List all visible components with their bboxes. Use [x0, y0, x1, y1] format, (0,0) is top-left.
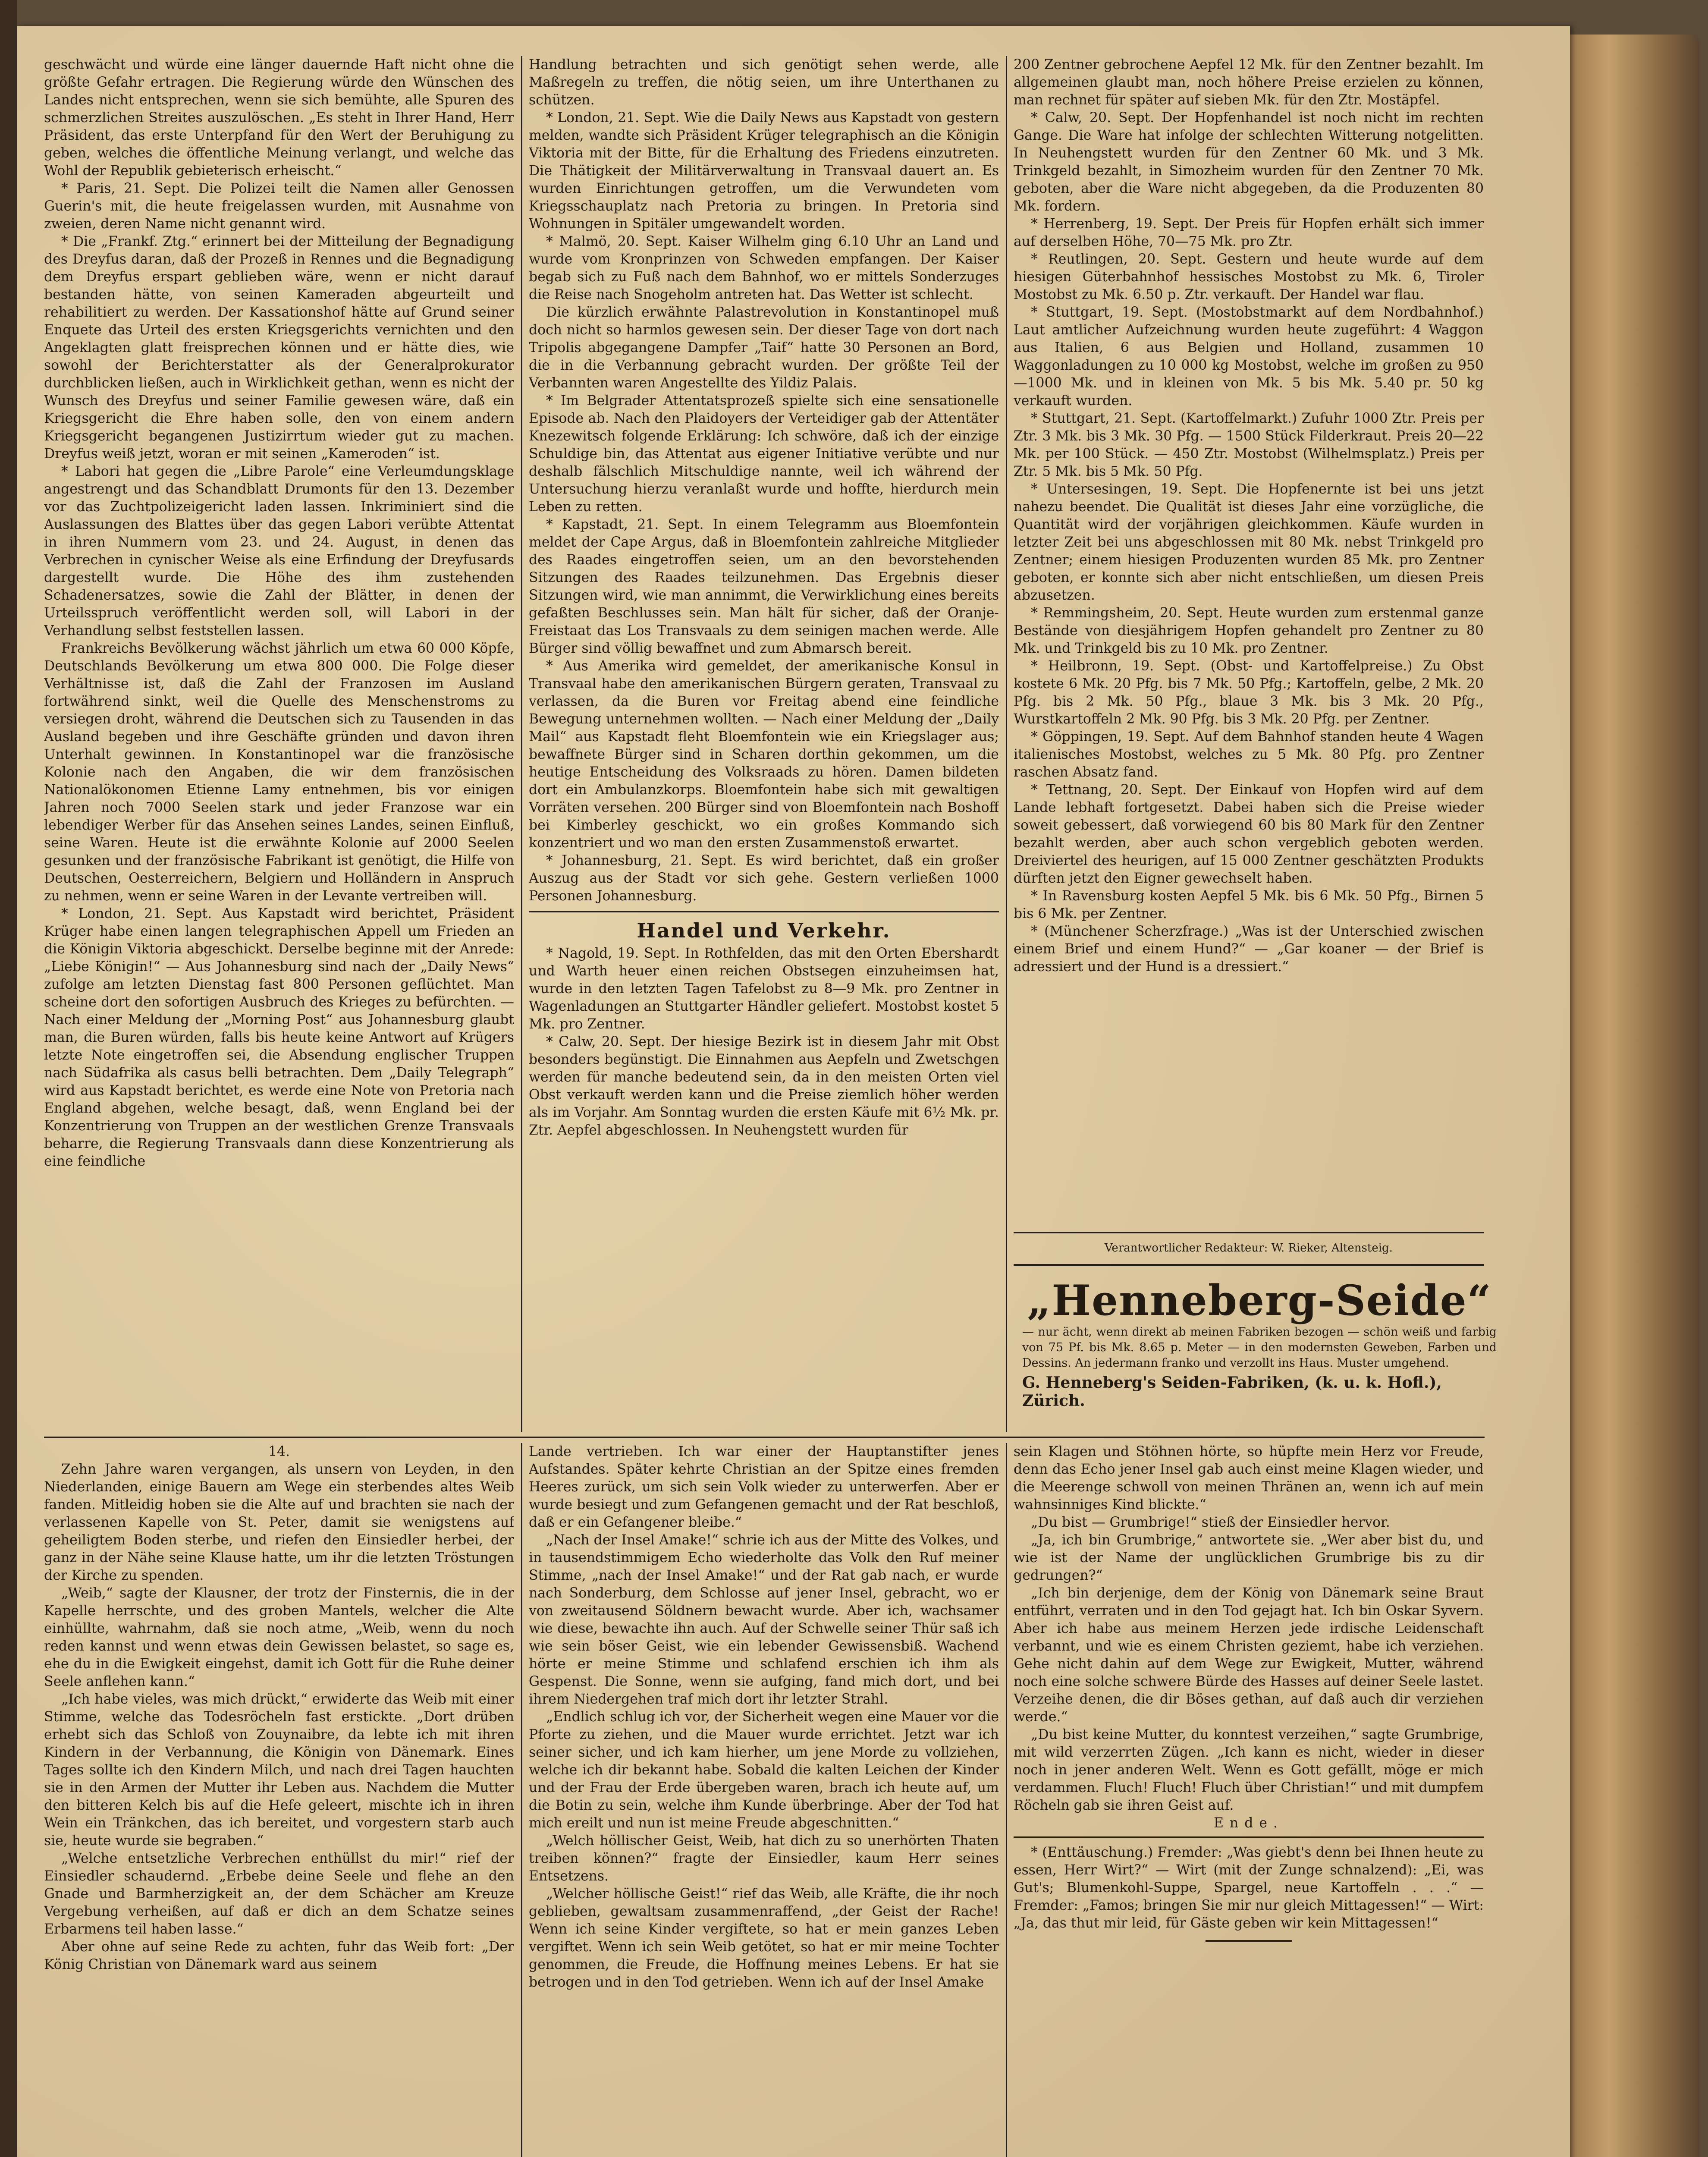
- story-paragraph: Aber ohne auf seine Rede zu achten, fuhr das Weib fort: „Der König Christian von Dänemark ward aus seinem: [44, 1939, 514, 1972]
- news-paragraph: * Paris, 21. Sept. Die Polizei teilt die Namen aller Genossen Guerin's mit, die heute freigelassen wurden, mit Ausnahme von zweien, deren Name nicht genannt wird.: [44, 181, 514, 232]
- trade-paragraph: * Calw, 20. Sept. Der Hopfenhandel ist noch nicht im rechten Gange. Die Ware hat infolge der schlechten Witterung notgelitten. In Neuhengstett wurden für den Zentner 60 Mk. und 3 Mk. Trinkgeld bezahlt, in Simozheim wurden für den Zentner 70 Mk. geboten, aber die Ware nicht abgegeben, da die Produzenten 80 Mk. fordern.: [1014, 110, 1484, 214]
- ad-title: „Henneberg-Seide“: [1027, 1276, 1492, 1325]
- trade-paragraph: * Stuttgart, 21. Sept. (Kartoffelmarkt.) Zufuhr 1000 Ztr. Preis per Ztr. 3 Mk. bis 3 Mk. 30 Pfg. — 1500 Stück Filderkraut. Preis 20—22 Mk. per 100 Stück. — 450 Ztr. Mostobst (Wilhelmsplatz.) Preis per Ztr. 5 Mk. bis 5 Mk. 50 Pfg.: [1014, 411, 1484, 479]
- column-divider: [1006, 1443, 1007, 2157]
- news-paragraph: Handlung betrachten und sich genötigt sehen werde, alle Maßregeln zu treffen, die nötig seien, um ihre Unterthanen zu schützen.: [529, 57, 999, 108]
- news-column-3: [1014, 56, 1484, 1255]
- story-paragraph: Zehn Jahre waren vergangen, als unsern von Leyden, in den Niederlanden, einige Bauern am Wege ein sterbendes altes Weib fanden. Mitleidig hoben sie die Alte auf und brachten sie nach der verlassenen Kapelle von St. Peter, damit sie wenigstens auf geheiligtem Boden sterbe, und riefen den Einsiedler herbei, der ganz in der Nähe seine Klause hatte, um ihr die letzten Tröstungen der Kirche zu spenden.: [44, 1462, 514, 1583]
- news-paragraph: * Kapstadt, 21. Sept. In einem Telegramm aus Bloemfontein meldet der Cape Argus, daß in Bloemfontein zahlreiche Mitglieder des Raades eingetroffen seien, um an den bevorstehenden Sitzungen des Raades teilzunehmen. Das Ergebnis dieser Sitzungen wird, wie man annimmt, die Verwirklichung eines bereits gefaßten Beschlusses sein. Man hält für sicher, daß der Oranje-Freistaat das Los Transvaals zu dem seinigen machen werde. Alle Bürger sind völlig bewaffnet und zum Abmarsch bereit.: [529, 517, 999, 656]
- story-paragraph: Lande vertrieben. Ich war einer der Hauptanstifter jenes Aufstandes. Später kehrte Christian an der Spitze eines fremden Heeres zurück, um sich sein Volk wieder zu unterwerfen. Aber er wurde besiegt und zum Gefangenen gemacht und der Rat beschloß, daß er ein Gefangener bleibe.“: [529, 1444, 999, 1530]
- trade-paragraph: 200 Zentner gebrochene Aepfel 12 Mk. für den Zentner bezahlt. Im allgemeinen glaubt man, noch höhere Preise erzielen zu können, man rechnet für später auf sieben Mk. für den Ztr. Mostäpfel.: [1014, 57, 1484, 108]
- story-paragraph: „Du bist — Grumbrige!“ stieß der Einsiedler hervor.: [1031, 1515, 1390, 1530]
- feuilleton-rule: [44, 1437, 1485, 1438]
- news-column-1: [44, 56, 514, 1434]
- redakteur-rule: [1014, 1232, 1484, 1233]
- book-binding-edge: [1570, 35, 1699, 2157]
- section-rule: [1014, 1836, 1484, 1838]
- story-paragraph: „Weib,“ sagte der Klausner, der trotz der Finsternis, die in der Kapelle herrschte, und des groben Mantels, welcher die Alte einhüllte, wahrnahm, daß sie noch atme, „Weib, wenn du noch reden kannst und wenn etwas dein Gewissen belastet, so sage es, ehe du in die Ewigkeit eingehst, damit ich Gott für die Ruhe deiner Seele anflehen kann.“: [44, 1585, 514, 1689]
- ad-firm: G. Henneberg's Seiden-Fabriken, (k. u. k. Hofl.), Zürich.: [1022, 1374, 1442, 1410]
- closing-rule: [1206, 1940, 1292, 1942]
- news-paragraph: * Aus Amerika wird gemeldet, der amerikanische Konsul in Transvaal habe den amerikanischen Bürgern geraten, Transvaal zu verlassen, da die Buren vor Freitag abend eine feindliche Bewegung unternehmen wollten. — Nach einer Meldung der „Daily Mail“ aus Kapstadt fleht Bloemfontein wie ein Kriegslager aus; bewaffnete Bürger sind in Scharen dorthin gekommen, um die heutige Entscheidung des Volksraads zu hören. Damen bildeten dort ein Ambulanzkorps. Bloemfontein habe sich mit gewaltigen Vorräten versehen. 200 Bürger sind von Bloemfontein nach Boshoff bei Kimberley geschickt, wo ein großes Kommando sich konzentriert und wo man den ersten Zusammenstoß erwartet.: [529, 658, 999, 851]
- trade-paragraph: * Heilbronn, 19. Sept. (Obst- und Kartoffelpreise.) Zu Obst kostete 6 Mk. 20 Pfg. bis 7 Mk. 50 Pfg.; Kartoffeln, gelbe, 2 Mk. 20 Pfg. bis 2 Mk. 50 Pfg., blaue 3 Mk. bis 3 Mk. 20 Pfg., Wurstkartoffeln 2 Mk. 90 Pfg. bis 3 Mk. 20 Pfg. per Zentner.: [1014, 658, 1484, 727]
- story-paragraph: „Welch höllischer Geist, Weib, hat dich zu so unerhörten Thaten treiben können?“ fragte der Einsiedler, kaum Herr seines Entsetzens.: [529, 1833, 999, 1884]
- joke-paragraph: * (Münchener Scherzfrage.) „Was ist der Unterschied zwischen einem Brief und einem Hund?“ — „Gar koaner — der Brief is adressiert und der Hund is a dressiert.“: [1014, 924, 1484, 975]
- story-paragraph: „Nach der Insel Amake!“ schrie ich aus der Mitte des Volkes, und in tausendstimmigem Echo wiederholte das Volk den Ruf meiner Stimme, „nach der Insel Amake!“ und der Rat gab nach, er wurde nach Sonderburg, dem Schlosse auf jener Insel, gebracht, wo er von zweitausend Söldnern bewacht wurde. Aber ich, wachsamer wie diese, bewachte ihn auch. Auf der Schwelle seiner Thür saß ich wie sein böser Geist, wie ein lebender Gewissensbiß. Wachend hörte er meine Stimme und schlafend erschien ich ihm als Gespenst. Die Sonne, wenn sie aufging, fand mich dort, und bei ihrem Niedergehen traf mich dort ihr letzter Strahl.: [529, 1532, 999, 1707]
- story-end-marker: Ende.: [1213, 1815, 1284, 1831]
- trade-paragraph: * Calw, 20. Sept. Der hiesige Bezirk ist in diesem Jahr mit Obst besonders begünstigt. Die Einnahmen aus Aepfeln und Zwetschgen werden für manche bedeutend sein, da in den meisten Orten viel Obst verkauft werden kann und die Preise ziemlich höher werden als im Vorjahr. Am Sonntag wurden die ersten Käufe mit 6½ Mk. pr. Ztr. Aepfel abgeschlossen. In Neuhengstett wurden für: [529, 1034, 999, 1138]
- story-paragraph: „Welcher höllische Geist!“ rief das Weib, alle Kräfte, die ihr noch geblieben, gewaltsam zusammenraffend, „der Geist der Rache! Wenn ich seine Kinder vergiftete, so hat er mein ganzes Leben vergiftet. Wenn ich sein Weib getötet, so hat er mir meine Tochter genommen, die Freude, die Hoffnung meines Lebens. Er hat sie betrogen und in den Tod getrieben. Wenn ich auf der Insel Amake: [529, 1886, 999, 1990]
- chapter-number: 14.: [268, 1444, 290, 1459]
- ad-top-rule: [1014, 1264, 1484, 1266]
- trade-paragraph: * Nagold, 19. Sept. In Rothfelden, das mit den Orten Ebershardt und Warth heuer einen reichen Obstsegen einzuheimsen hat, wurde in den letzten Tagen Tafelobst zu 8—9 Mk. pro Zentner in Wagenladungen an Stuttgarter Händler geliefert. Mostobst kostet 5 Mk. pro Zentner.: [529, 946, 999, 1032]
- news-column-2: [529, 56, 999, 1434]
- column-divider: [521, 56, 522, 1432]
- story-paragraph: „Welche entsetzliche Verbrechen enthüllst du mir!“ rief der Einsiedler schaudernd. „Erbebe deine Seele und flehe an den Gnade und Barmherzigkeit an, der dem Schächer am Kreuze Vergebung verheißen, auf daß er dich an dem Schatze seines Erbarmens teil haben lasse.“: [44, 1851, 514, 1937]
- trade-paragraph: * Remmingsheim, 20. Sept. Heute wurden zum erstenmal ganze Bestände von diesjährigem Hopfen gehandelt pro Zentner zu 80 Mk. und Trinkgeld bis zu 10 Mk. pro Zentner.: [1014, 605, 1484, 656]
- story-paragraph: „Du bist keine Mutter, du konntest verzeihen,“ sagte Grumbrige, mit wild verzerrten Zügen. „Ich kann es nicht, wieder in dieser noch in jener anderen Welt. Wenn es Gott gefällt, möge er mich verdammen. Fluch! Fluch! Fluch über Christian!“ und mit dumpfem Röcheln gab sie ihren Geist auf.: [1014, 1727, 1484, 1813]
- trade-paragraph: * Tettnang, 20. Sept. Der Einkauf von Hopfen wird auf dem Lande lebhaft fortgesetzt. Dabei haben sich die Preise wieder soweit gebessert, daß vorwiegend 60 bis 80 Mark für den Zentner bezahlt werden, aber auch schon vergeblich geboten werden. Dreiviertel des heurigen, auf 15 000 Zentner geschätzten Produkts dürften jetzt den Eigner gewechselt haben.: [1014, 782, 1484, 886]
- henneberg-advertisement: [1022, 1277, 1497, 1432]
- story-paragraph: „Ja, ich bin Grumbrige,“ antwortete sie. „Wer aber bist du, und wie ist der Name der unglücklichen Grumbrige bis zu dir gedrungen?“: [1014, 1532, 1484, 1583]
- news-paragraph: * Johannesburg, 21. Sept. Es wird berichtet, daß ein großer Auszug aus der Stadt vor sich gehe. Gestern verließen 1000 Personen Johannesburg.: [529, 853, 999, 904]
- news-paragraph: * Malmö, 20. Sept. Kaiser Wilhelm ging 6.10 Uhr an Land und wurde vom Kronprinzen von Schweden empfangen. Der Kaiser begab sich zu Fuß nach dem Bahnhof, wo er mittels Sonderzuges die Reise nach Snogeholm antreten hat. Das Wetter ist schlecht.: [529, 234, 999, 302]
- trade-paragraph: * Stuttgart, 19. Sept. (Mostobstmarkt auf dem Nordbahnhof.) Laut amtlicher Aufzeichnung wurden heute zugeführt: 4 Waggon aus Italien, 6 aus Belgien und Holland, zusammen 10 Waggonladungen zu 10 000 kg Mostobst, welche im großen zu 950—1000 Mk. und in kleinen von Mk. 5 bis Mk. 5.40 pr. 50 kg verkauft wurden.: [1014, 305, 1484, 409]
- story-paragraph: „Ich bin derjenige, dem der König von Dänemark seine Braut entführt, verraten und in den Tod gejagt hat. Ich bin Oskar Syvern. Aber ich habe aus meinem Herzen jede irdische Leidenschaft verbannt, und wie es einem Christen geziemt, habe ich verziehen. Gehe nicht dahin auf dem Wege zur Ewigkeit, Mutter, während noch eine solche schwere Bürde des Hasses auf deiner Seele lastet. Verzeihe denen, die dir Böses gethan, auf daß auch dir verziehen werde.“: [1014, 1585, 1484, 1725]
- joke-paragraph: * (Enttäuschung.) Fremder: „Was giebt's denn bei Ihnen heute zu essen, Herr Wirt?“ — Wirt (mit der Zunge schnalzend): „Ei, was Gut's; Blumenkohl-Suppe, Spargel, neue Kartoffeln . . .“ — Fremder: „Famos; bringen Sie mir nur gleich Mittagessen!“ — Wirt: „Ja, das thut mir leid, für Gäste geben wir kein Mittagessen!“: [1014, 1845, 1484, 1931]
- story-paragraph: „Ich habe vieles, was mich drückt,“ erwiderte das Weib mit einer Stimme, welche das Todesröcheln fast erstickte. „Dort drüben erhebt sich das Schloß von Zouynaibre, da lebte ich mit ihren Kindern in der Verbannung, die Königin von Dänemark. Eines Tages sollte ich den Kindern Milch, und nach drei Tagen hauchten sie in den Armen der Mutter ihr Leben aus. Nachdem die Mutter den bitteren Kelch bis auf die Hefe geleert, mischte ich in ihren Wein ein Tränkchen, das ich bereitet, und vorgestern starb auch sie, heute wurde sie begraben.“: [44, 1692, 514, 1849]
- news-paragraph: * Im Belgrader Attentatsprozeß spielte sich eine sensationelle Episode ab. Nach den Plaidoyers der Verteidiger gab der Attentäter Knezewitsch folgende Erklärung: Ich schwöre, daß ich der einzige Schuldige bin, das Attentat aus eigener Initiative verübte und nur deshalb fälschlich Mitschuldige nannte, weil ich während der Untersuchung hierzu veranlaßt wurde und hoffte, hierdurch mein Leben zu retten.: [529, 393, 999, 515]
- news-paragraph: Frankreichs Bevölkerung wächst jährlich um etwa 60 000 Köpfe, Deutschlands Bevölkerung um etwa 800 000. Die Folge dieser Verhältnisse ist, daß die Zahl der Franzosen im Ausland fortwährend sinkt, weil die Quelle des Menschenstroms zu versiegen droht, während die Deutschen sich zu Tausenden in das Ausland begeben und ihre Geschäfte gründen und davon ihren Unterhalt gewinnen. In Konstantinopel war die französische Kolonie nach den Angaben, die wir dem französischen Nationalökonomen Etienne Lamy entnehmen, bis vor einigen Jahren noch 7000 Seelen stark und jeder Franzose war ein lebendiger Werber für das Ansehen seines Landes, seinen Einfluß, seine Waren. Heute ist die erwähnte Kolonie auf 2000 Seelen gesunken und der französische Fabrikant ist genötigt, die Hilfe von Deutschen, Oesterreichern, Belgiern und Holländern in Anspruch zu nehmen, wenn er seine Waren in der Levante vertreiben will.: [44, 641, 514, 904]
- news-paragraph: Die kürzlich erwähnte Palastrevolution in Konstantinopel muß doch nicht so harmlos gewesen sein. Der dieser Tage von dort nach Tripolis abgegangene Dampfer „Taif“ hatte 30 Personen an Bord, die in die Verbannung gebracht wurden. Der größte Teil der Verbannten waren Angestellte des Yildiz Palais.: [529, 305, 999, 391]
- story-column-1: [44, 1443, 514, 2157]
- news-paragraph: geschwächt und würde eine länger dauernde Haft nicht ohne die größte Gefahr ertragen. Die Regierung würde den Wünschen des Landes nicht entsprechen, wenn sie sich bemühte, alle Spuren des schmerzlichen Streites auszulöschen. „Es steht in Ihrer Hand, Herr Präsident, das erste Unterpfand für den Wert der Beruhigung zu geben, welches die öffentliche Meinung verlangt, und welche das Wohl der Republik gebieterisch erheischt.“: [44, 57, 514, 179]
- news-paragraph: * London, 21. Sept. Wie die Daily News aus Kapstadt von gestern melden, wandte sich Präsident Krüger telegraphisch an die Königin Viktoria mit der Bitte, für die Erhaltung des Friedens einzutreten. Die Thätigkeit der Militärverwaltung in Transvaal dauert an. Es wurden Einrichtungen getroffen, um die Verwundeten vom Kriegsschauplatz nach Pretoria zu bringen. In Pretoria sind Wohnungen in Spitäler umgewandelt worden.: [529, 110, 999, 232]
- editor-credit: Verantwortlicher Redakteur: W. Rieker, Altensteig.: [1105, 1242, 1393, 1255]
- section-rule: [529, 911, 999, 912]
- newspaper-page: [17, 26, 1570, 2157]
- story-column-3: [1014, 1443, 1484, 2157]
- column-divider: [521, 1443, 522, 2157]
- news-paragraph: * Die „Frankf. Ztg.“ erinnert bei der Mitteilung der Begnadigung des Dreyfus daran, daß der Prozeß in Rennes und die Begnadigung dem Dreyfus erspart geblieben wäre, wenn er nicht darauf bestanden hätte, von seinen Kameraden abgeurteilt und rehabilitiert zu werden. Der Kassationshof hätte auf Grund seiner Enquete das Urteil des ersten Kriegsgerichts vernichten und den Angeklagten glatt freisprechen können und er hätte dies, wie sowohl der Berichterstatter als der Generalprokurator durchblicken ließen, auch in Wirklichkeit gethan, wenn es nicht der Wunsch des Dreyfus und seiner Familie gewesen wäre, daß ein Kriegsgericht die Ehre haben solle, den von einem andern Kriegsgericht begangenen Justizirrtum wieder gut zu machen. Dreyfus weiß jetzt, woran er mit seinen „Kameroden“ ist.: [44, 234, 514, 462]
- trade-paragraph: * Untersesingen, 19. Sept. Die Hopfenernte ist bei uns jetzt nahezu beendet. Die Qualität ist dieses Jahr eine vorzügliche, die Quantität wird der vorjährigen gleichkommen. Käufe wurden in letzter Zeit bei uns abgeschlossen mit 80 Mk. nebst Trinkgeld pro Zentner; einem hiesigen Produzenten wurden 85 Mk. pro Zentner geboten, er konnte sich aber nicht entschließen, um diesen Preis abzusetzen.: [1014, 481, 1484, 603]
- story-paragraph: „Endlich schlug ich vor, der Sicherheit wegen eine Mauer vor die Pforte zu ziehen, und die Mauer wurde errichtet. Jetzt war ich seiner sicher, und ich kam hierher, um jene Morde zu vollziehen, welche ich dir bekannt habe. Sobald die kalten Leichen der Kinder und der Frau der Erde übergeben waren, brach ich heute auf, um die Botin zu sein, welche ihm Kunde überbringe. Aber der Tod hat mich ereilt und nun ist meine Freude abgeschnitten.“: [529, 1709, 999, 1831]
- trade-paragraph: * Göppingen, 19. Sept. Auf dem Bahnhof standen heute 4 Wagen italienisches Mostobst, welches zu 5 Mk. 80 Pfg. pro Zentner raschen Absatz fand.: [1014, 729, 1484, 780]
- column-divider: [1006, 56, 1007, 1432]
- story-column-2: [529, 1443, 999, 2157]
- news-paragraph: * London, 21. Sept. Aus Kapstadt wird berichtet, Präsident Krüger habe einen langen telegraphischen Appell um Frieden an die Königin Viktoria abgeschickt. Derselbe beginne mit der Anrede: „Liebe Königin!“ — Aus Johannesburg sind nach der „Daily News“ zufolge am letzten Dienstag fast 800 Personen geflüchtet. Man scheine dort den sofortigen Ausbruch des Krieges zu befürchten. — Nach einer Meldung der „Morning Post“ aus Johannesburg glaubt man, die Buren würden, falls bis heute keine Antwort auf Krügers letzte Note eingetroffen sei, die Absendung englischer Truppen nach Südafrika als casus belli betrachten. Dem „Daily Telegraph“ wird aus Kapstadt berichtet, es werde eine Note von Pretoria nach England abgehen, welche besagt, daß, wenn England bei der Konzentrierung von Truppen an der westlichen Grenze Transvaals beharre, die Regierung Transvaals dann diese Konzentrierung als eine feindliche: [44, 906, 514, 1169]
- news-paragraph: * Labori hat gegen die „Libre Parole“ eine Verleumdungsklage angestrengt und das Schandblatt Drumonts für den 13. Dezember vor das Zuchtpolizeigericht laden lassen. Inkriminiert sind die Auslassungen des Blattes über das gegen Labori verübte Attentat in ihren Nummern vom 23. und 24. August, in denen das Verbrechen in cynischer Weise als eine Erfindung der Dreyfusards dargestellt wurde. Die Höhe des ihm zustehenden Schadenersatzes, sowie die Zahl der Blätter, in denen der Urteilsspruch veröffentlicht werden soll, will Labori in der Verhandlung selbst feststellen lassen.: [44, 464, 514, 638]
- section-heading-trade: Handel und Verkehr.: [637, 919, 891, 942]
- trade-paragraph: * Herrenberg, 19. Sept. Der Preis für Hopfen erhält sich immer auf derselben Höhe, 70—75 Mk. pro Ztr.: [1014, 216, 1484, 249]
- scan-left-edge: [0, 0, 17, 2157]
- trade-paragraph: * Reutlingen, 20. Sept. Gestern und heute wurde auf dem hiesigen Güterbahnhof hessisches Mostobst zu Mk. 6, Tiroler Mostobst zu Mk. 6.50 p. Ztr. verkauft. Der Handel war flau.: [1014, 252, 1484, 302]
- ad-body: — nur ächt, wenn direkt ab meinen Fabriken bezogen — schön weiß und farbig von 75 Pf. bis Mk. 8.65 p. Meter — in den modernsten Geweben, Farben und Dessins. An jedermann franko und verzollt ins Haus. Muster umgehend.: [1022, 1325, 1497, 1370]
- story-paragraph: sein Klagen und Stöhnen hörte, so hüpfte mein Herz vor Freude, denn das Echo jener Insel gab auch einst meine Klagen wieder, und die Meerenge schwoll von meinen Thränen an, wenn ich auf mein wahnsinniges Kind blickte.“: [1014, 1444, 1484, 1512]
- trade-paragraph: * In Ravensburg kosten Aepfel 5 Mk. bis 6 Mk. 50 Pfg., Birnen 5 bis 6 Mk. per Zentner.: [1014, 888, 1484, 921]
